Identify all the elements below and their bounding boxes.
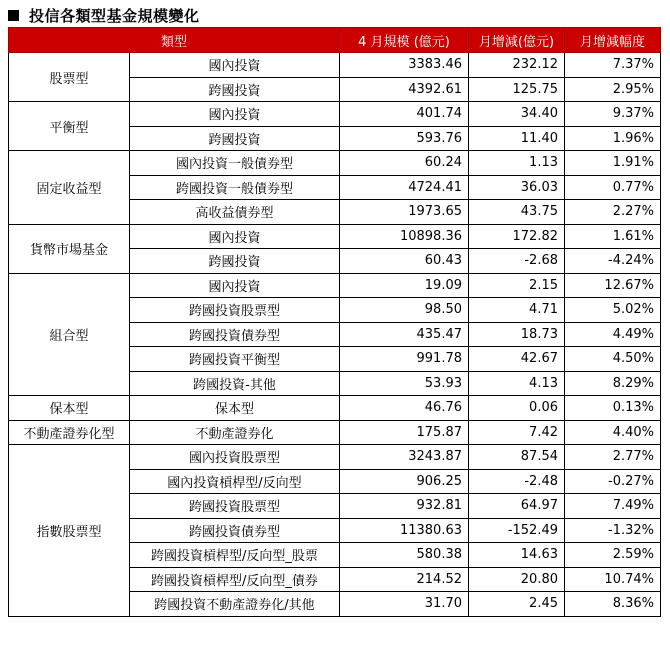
size-cell: 11380.63: [340, 518, 469, 543]
change-cell: 2.45: [469, 592, 565, 617]
title-bar: [8, 4, 200, 26]
pct-cell: 7.37%: [565, 53, 661, 78]
table-body: [9, 53, 661, 617]
pct-cell: 2.59%: [565, 543, 661, 568]
fund-size-table: [8, 27, 661, 617]
category-cell: 保本型: [9, 396, 130, 421]
pct-cell: 4.49%: [565, 322, 661, 347]
pct-cell: 7.49%: [565, 494, 661, 519]
pct-cell: 0.77%: [565, 175, 661, 200]
change-cell: 4.13: [469, 371, 565, 396]
size-cell: 60.43: [340, 249, 469, 274]
change-cell: 2.15: [469, 273, 565, 298]
pct-cell: 2.95%: [565, 77, 661, 102]
change-cell: 232.12: [469, 53, 565, 78]
pct-cell: 1.91%: [565, 151, 661, 176]
category-cell: 平衡型: [9, 102, 130, 151]
size-cell: 1973.65: [340, 200, 469, 225]
size-cell: 580.38: [340, 543, 469, 568]
category-cell: 股票型: [9, 53, 130, 102]
change-cell: 7.42: [469, 420, 565, 445]
subtype-cell: 跨國投資股票型: [130, 494, 340, 519]
header-change: 月增減(億元): [469, 28, 565, 53]
pct-cell: 5.02%: [565, 298, 661, 323]
size-cell: 60.24: [340, 151, 469, 176]
subtype-cell: 跨國投資平衡型: [130, 347, 340, 372]
subtype-cell: 跨國投資槓桿型/反向型_債券: [130, 567, 340, 592]
pct-cell: 8.29%: [565, 371, 661, 396]
size-cell: 435.47: [340, 322, 469, 347]
pct-cell: 4.50%: [565, 347, 661, 372]
size-cell: 906.25: [340, 469, 469, 494]
subtype-cell: 國內投資股票型: [130, 445, 340, 470]
size-cell: 31.70: [340, 592, 469, 617]
category-cell: 貨幣市場基金: [9, 224, 130, 273]
change-cell: 11.40: [469, 126, 565, 151]
subtype-cell: 跨國投資: [130, 77, 340, 102]
size-cell: 175.87: [340, 420, 469, 445]
size-cell: 214.52: [340, 567, 469, 592]
change-cell: -2.48: [469, 469, 565, 494]
table-row: [9, 102, 661, 127]
subtype-cell: 跨國投資債券型: [130, 322, 340, 347]
pct-cell: 10.74%: [565, 567, 661, 592]
change-cell: 34.40: [469, 102, 565, 127]
pct-cell: 2.77%: [565, 445, 661, 470]
size-cell: 98.50: [340, 298, 469, 323]
size-cell: 46.76: [340, 396, 469, 421]
category-cell: 不動產證券化型: [9, 420, 130, 445]
change-cell: 43.75: [469, 200, 565, 225]
category-cell: 固定收益型: [9, 151, 130, 225]
bullet-square-icon: [8, 10, 19, 21]
pct-cell: -1.32%: [565, 518, 661, 543]
size-cell: 401.74: [340, 102, 469, 127]
pct-cell: 9.37%: [565, 102, 661, 127]
change-cell: 125.75: [469, 77, 565, 102]
table-header-row: [9, 28, 661, 53]
page-title: 投信各類型基金規模變化: [29, 6, 200, 25]
change-cell: 36.03: [469, 175, 565, 200]
subtype-cell: 國內投資: [130, 224, 340, 249]
subtype-cell: 保本型: [130, 396, 340, 421]
size-cell: 932.81: [340, 494, 469, 519]
subtype-cell: 高收益債券型: [130, 200, 340, 225]
header-size: 4 月規模 (億元): [340, 28, 469, 53]
size-cell: 3243.87: [340, 445, 469, 470]
header-type: 類型: [9, 28, 340, 53]
change-cell: 42.67: [469, 347, 565, 372]
change-cell: 0.06: [469, 396, 565, 421]
subtype-cell: 跨國投資一般債券型: [130, 175, 340, 200]
size-cell: 593.76: [340, 126, 469, 151]
pct-cell: 1.96%: [565, 126, 661, 151]
header-pct: 月增減幅度: [565, 28, 661, 53]
table-row: [9, 445, 661, 470]
table-row: [9, 273, 661, 298]
subtype-cell: 跨國投資-其他: [130, 371, 340, 396]
subtype-cell: 國內投資: [130, 53, 340, 78]
table-row: [9, 396, 661, 421]
pct-cell: 2.27%: [565, 200, 661, 225]
change-cell: 1.13: [469, 151, 565, 176]
size-cell: 4392.61: [340, 77, 469, 102]
pct-cell: 12.67%: [565, 273, 661, 298]
size-cell: 53.93: [340, 371, 469, 396]
category-cell: 組合型: [9, 273, 130, 396]
change-cell: 87.54: [469, 445, 565, 470]
table-row: [9, 420, 661, 445]
table-row: [9, 53, 661, 78]
change-cell: 20.80: [469, 567, 565, 592]
change-cell: 64.97: [469, 494, 565, 519]
pct-cell: 1.61%: [565, 224, 661, 249]
subtype-cell: 跨國投資不動產證券化/其他: [130, 592, 340, 617]
subtype-cell: 國內投資一般債券型: [130, 151, 340, 176]
size-cell: 10898.36: [340, 224, 469, 249]
change-cell: -2.68: [469, 249, 565, 274]
change-cell: 18.73: [469, 322, 565, 347]
subtype-cell: 跨國投資債券型: [130, 518, 340, 543]
subtype-cell: 國內投資槓桿型/反向型: [130, 469, 340, 494]
subtype-cell: 跨國投資: [130, 126, 340, 151]
size-cell: 4724.41: [340, 175, 469, 200]
table-row: [9, 151, 661, 176]
size-cell: 991.78: [340, 347, 469, 372]
size-cell: 3383.46: [340, 53, 469, 78]
pct-cell: -0.27%: [565, 469, 661, 494]
change-cell: -152.49: [469, 518, 565, 543]
change-cell: 172.82: [469, 224, 565, 249]
pct-cell: 4.40%: [565, 420, 661, 445]
change-cell: 14.63: [469, 543, 565, 568]
subtype-cell: 跨國投資槓桿型/反向型_股票: [130, 543, 340, 568]
subtype-cell: 國內投資: [130, 273, 340, 298]
subtype-cell: 不動產證券化: [130, 420, 340, 445]
pct-cell: 0.13%: [565, 396, 661, 421]
subtype-cell: 國內投資: [130, 102, 340, 127]
subtype-cell: 跨國投資股票型: [130, 298, 340, 323]
change-cell: 4.71: [469, 298, 565, 323]
pct-cell: 8.36%: [565, 592, 661, 617]
pct-cell: -4.24%: [565, 249, 661, 274]
table-row: [9, 224, 661, 249]
size-cell: 19.09: [340, 273, 469, 298]
subtype-cell: 跨國投資: [130, 249, 340, 274]
category-cell: 指數股票型: [9, 445, 130, 617]
